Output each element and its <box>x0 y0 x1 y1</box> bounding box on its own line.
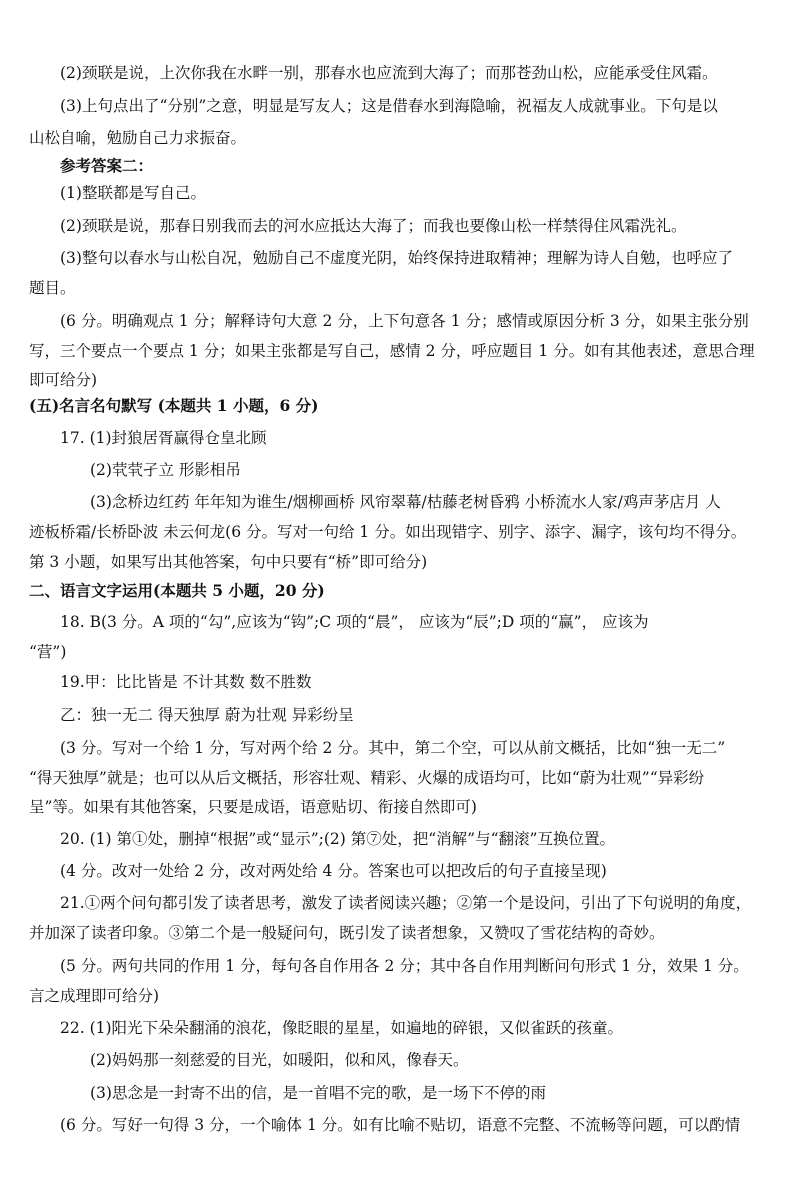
question-20: 20. (1) 第①处，删掉“根据”或“显示”;(2) 第⑦处，把“消解”与“翻滚”互换位置。 <box>60 830 615 848</box>
text-line: 迹板桥霜/长桥卧波 未云何龙(6 分。写对一句给 1 分。如出现错字、别字、添字、漏字，该句均不得分。 <box>29 523 747 541</box>
scoring-note: “得天独厚”就是；也可以从后文概括，形容壮观、精彩、火爆的成语均可，比如“蔚为壮观”“异彩纷 <box>29 769 705 787</box>
text-line: (1)整联都是写自己。 <box>60 184 206 202</box>
section-heading: (五)名言名句默写 (本题共 1 小题，6 分) <box>29 396 319 415</box>
scoring-note: 即可给分) <box>29 371 98 389</box>
question-19: 19.甲：比比皆是 不计其数 数不胜数 <box>60 673 312 691</box>
scoring-note: 言之成理即可给分) <box>29 987 160 1005</box>
scoring-note: (6 分。写好一句得 3 分，一个喻体 1 分。如有比喻不贴切，语意不完整、不流畅等问题，可以酌情 <box>60 1116 741 1134</box>
scoring-note: 呈”等。如果有其他答案，只要是成语，语意贴切、衔接自然即可) <box>29 798 477 816</box>
scoring-note: (5 分。两句共同的作用 1 分，每句各自作用各 2 分；其中各自作用判断问句形式 1 分，效果 1 分。 <box>60 957 749 975</box>
text-line: “营”) <box>29 643 67 661</box>
question-21: 21.①两个问句都引发了读者思考，激发了读者阅读兴趣；②第一个是设问，引出了下句说明的角度， <box>60 894 752 912</box>
text-line: 乙：独一无二 得天独厚 蔚为壮观 异彩纷呈 <box>60 706 354 724</box>
text-line: (2)妈妈那一刻慈爱的目光，如暖阳，似和风，像春天。 <box>90 1051 469 1069</box>
scoring-note: (4 分。改对一处给 2 分，改对两处给 4 分。答案也可以把改后的句子直接呈现) <box>60 862 607 880</box>
text-line: (3)上句点出了“分别”之意，明显是写友人；这是借春水到海隐喻，祝福友人成就事业。下句是以 <box>60 97 718 115</box>
question-17: 17. (1)封狼居胥赢得仓皇北顾 <box>60 429 267 447</box>
text-line: (2)茕茕孑立 形影相吊 <box>90 461 241 479</box>
text-line: (2)颈联是说，上次你我在水畔一别，那春水也应流到大海了；而那苍劲山松，应能承受住风霜。 <box>60 64 718 82</box>
text-line: (3)整句以春水与山松自况，勉励自己不虚度光阴，始终保持进取精神；理解为诗人自勉，也呼应了 <box>60 249 733 267</box>
question-22: 22. (1)阳光下朵朵翻涌的浪花，像眨眼的星星，如遍地的碎银，又似雀跃的孩童。 <box>60 1019 624 1037</box>
text-line: (3)念桥边红药 年年知为谁生/烟柳画桥 风帘翠幕/枯藤老树昏鸦 小桥流水人家/鸡声茅店月 人 <box>90 493 721 511</box>
scoring-note: 写，三个要点一个要点 1 分；如果主张都是写自己，感情 2 分，呼应题目 1 分。如有其他表述，意思合理 <box>29 342 755 360</box>
text-line: 第 3 小题，如果写出其他答案，句中只要有“桥”即可给分) <box>29 553 428 571</box>
section-heading: 参考答案二： <box>60 156 154 175</box>
text-line: 并加深了读者印象。③第二个是一般疑问句，既引发了读者想象，又赞叹了雪花结构的奇妙。 <box>29 924 665 942</box>
text-line: 山松自喻，勉励自己力求振奋。 <box>29 129 247 147</box>
text-line: (2)颈联是说，那春日别我而去的河水应抵达大海了；而我也要像山松一样禁得住风霜洗礼。 <box>60 217 687 235</box>
question-18: 18. B(3 分。A 项的“勾”,应该为“钩”;C 项的“晨”， 应该为“辰”;D 项的“赢”， 应该为 <box>60 613 649 631</box>
scoring-note: (6 分。明确观点 1 分；解释诗句大意 2 分，上下句意各 1 分；感情或原因分析 3 分，如果主张分别 <box>60 312 749 330</box>
text-line: (3)思念是一封寄不出的信，是一首唱不完的歌，是一场下不停的雨 <box>90 1084 546 1102</box>
text-line: 题目。 <box>29 279 76 297</box>
scoring-note: (3 分。写对一个给 1 分，写对两个给 2 分。其中，第二个空，可以从前文概括，比如“独一无二” <box>60 739 726 757</box>
section-heading: 二、语言文字运用(本题共 5 小题，20 分) <box>29 581 325 600</box>
